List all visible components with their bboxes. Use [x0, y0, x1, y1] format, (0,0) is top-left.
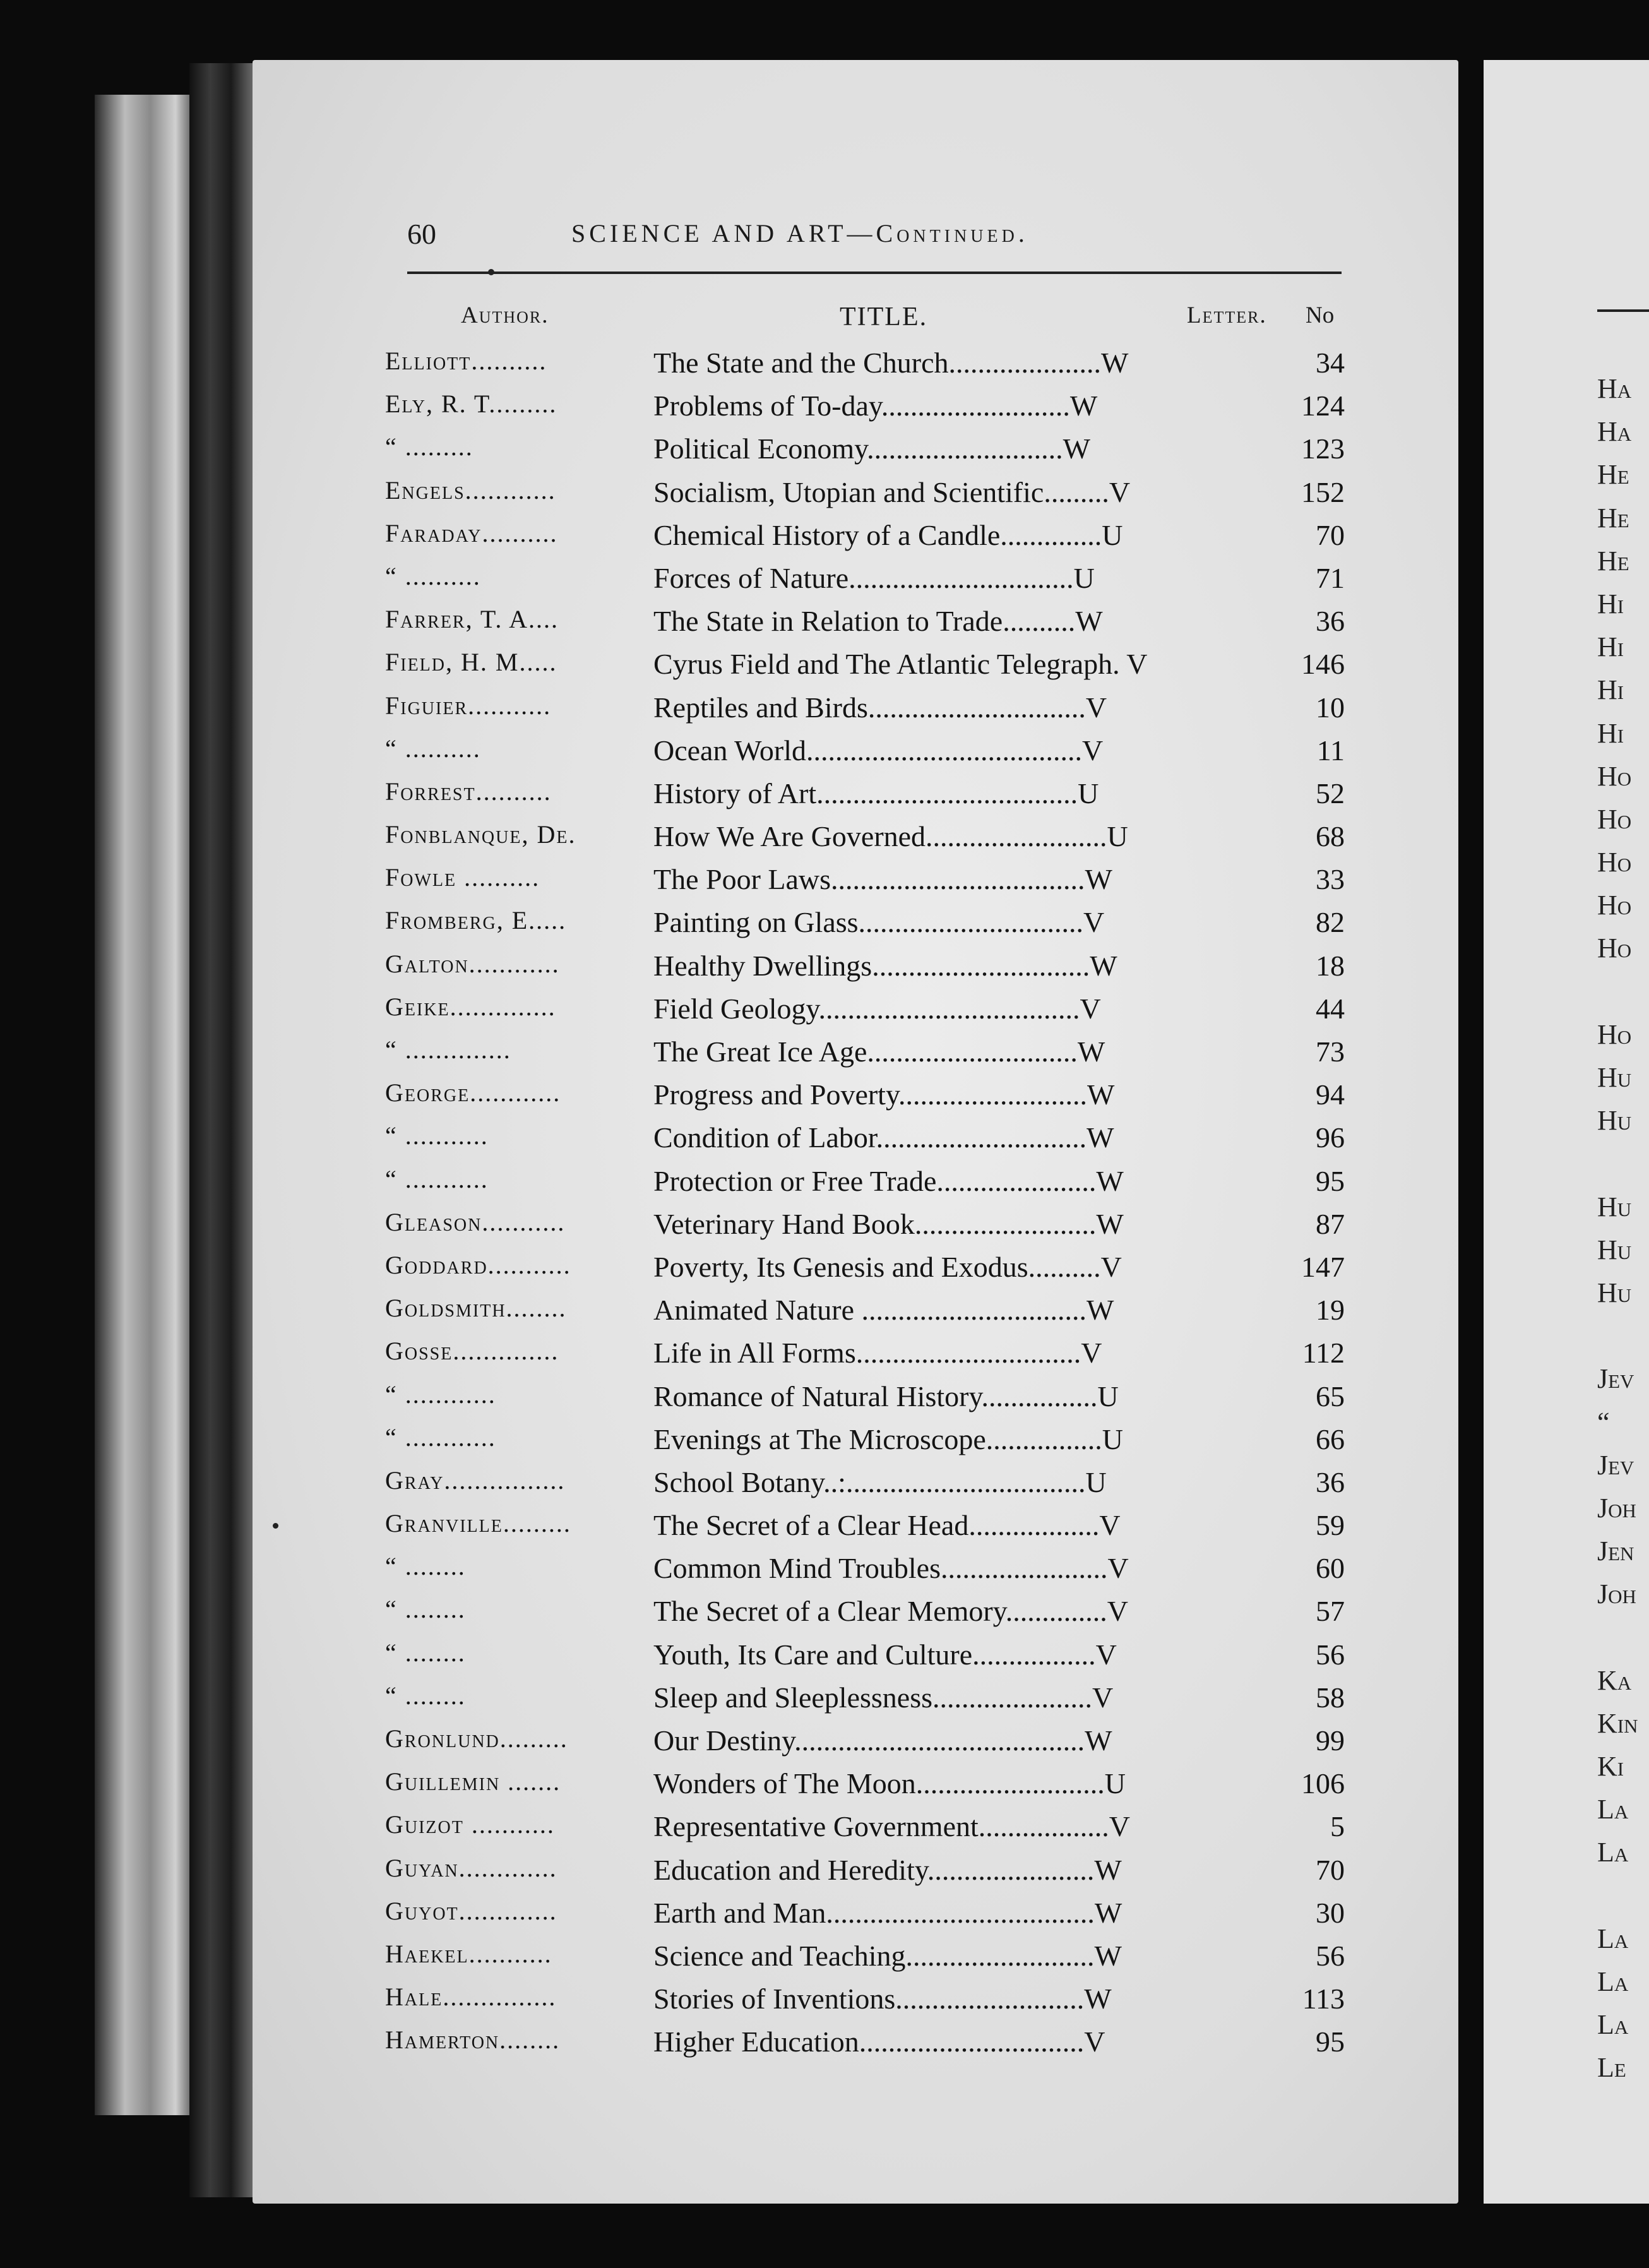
entry-number: 95 — [1316, 1164, 1345, 1197]
entry-number: 60 — [1316, 1552, 1345, 1585]
entry-title: Evenings at The Microscope................U — [653, 1423, 1123, 1455]
catalog-entry — [385, 905, 1345, 948]
entry-author: “ ........... — [385, 1121, 489, 1150]
entry-title: Progress and Poverty..........................W — [653, 1078, 1115, 1111]
entry-number: 36 — [1316, 605, 1345, 638]
entry-number: 56 — [1316, 1939, 1345, 1972]
catalog-entry — [385, 647, 1345, 690]
entry-title: The State in Relation to Trade..........W — [653, 605, 1103, 638]
entry-title: The Great Ice Age.............................W — [653, 1036, 1105, 1068]
entry-number: 5 — [1330, 1810, 1345, 1843]
entry-title: Earth and Man.....................................W — [653, 1896, 1122, 1929]
entry-number: 18 — [1316, 949, 1345, 982]
entry-author: Faraday.......... — [385, 518, 558, 547]
entry-title: Sleep and Sleeplessness......................V — [653, 1681, 1114, 1714]
catalog-entry — [385, 1939, 1345, 1982]
entry-number: 56 — [1316, 1638, 1345, 1671]
facing-page-fragment: Ki — [1597, 1751, 1624, 1782]
catalog-entry — [385, 518, 1345, 561]
book-fore-edge — [95, 95, 196, 2115]
entry-author: “ ........ — [385, 1638, 466, 1667]
entry-number: 65 — [1316, 1380, 1345, 1412]
facing-page-fragment: Ho — [1597, 933, 1632, 964]
facing-page-fragment: Jev — [1597, 1449, 1634, 1481]
facing-page-fragment: La — [1597, 1966, 1629, 1997]
catalog-entry — [385, 862, 1345, 905]
entry-title: Political Economy...........................W — [653, 433, 1091, 465]
catalog-entry — [385, 1164, 1345, 1207]
facing-page-fragment: Ho — [1597, 1018, 1632, 1050]
entry-title: Our Destiny........................................W — [653, 1724, 1112, 1757]
entry-author: Goddard........... — [385, 1250, 571, 1279]
facing-page-fragment — [1597, 1621, 1649, 1664]
facing-page-fragment: Ho — [1597, 890, 1632, 921]
catalog-entry — [385, 691, 1345, 734]
entry-number: 112 — [1302, 1337, 1345, 1370]
entry-author: Hamerton........ — [385, 2026, 561, 2055]
entry-author: “ ........ — [385, 1552, 466, 1581]
entry-author: Fonblanque, De. — [385, 820, 576, 849]
catalog-entry — [385, 604, 1345, 647]
entry-author: Field, H. M..... — [385, 648, 557, 677]
facing-page-fragment: He — [1597, 545, 1629, 576]
entry-title: Representative Government..................V — [653, 1810, 1130, 1843]
entry-author: Elliott.......... — [385, 347, 547, 375]
page-number: 60 — [407, 218, 436, 250]
facing-page-fragment: Hu — [1597, 1191, 1632, 1222]
catalog-entry — [385, 992, 1345, 1035]
entry-title: Forces of Nature...............................U — [653, 561, 1095, 594]
entry-title: The Secret of a Clear Memory..............V — [653, 1595, 1128, 1628]
facing-page-fragment — [1597, 1880, 1649, 1923]
running-title: SCIENCE AND ART—Continued. — [571, 219, 1028, 248]
catalog-entry — [385, 1551, 1345, 1594]
facing-page-fragment: Ho — [1597, 803, 1632, 835]
column-header-no: No — [1306, 302, 1335, 328]
entry-number: 33 — [1316, 863, 1345, 896]
catalog-entry — [385, 346, 1345, 389]
entry-title: The State and the Church.....................W — [653, 347, 1129, 379]
entry-number: 68 — [1316, 820, 1345, 853]
column-header-letter: Letter. — [1187, 302, 1267, 328]
entry-title: Life in All Forms...............................V — [653, 1337, 1102, 1370]
facing-page-fragment: Hu — [1597, 1062, 1632, 1093]
entry-author: Galton............ — [385, 949, 560, 978]
entry-author: Ely, R. T......... — [385, 390, 557, 419]
entry-author: “ ......... — [385, 433, 473, 462]
catalog-entry — [385, 389, 1345, 432]
entry-title: Romance of Natural History................U — [653, 1380, 1119, 1412]
book-gutter — [189, 63, 259, 2197]
facing-page-fragment: Ka — [1597, 1664, 1632, 1696]
entry-author: Engels............ — [385, 475, 556, 504]
facing-page-fragment: Ho — [1597, 847, 1632, 878]
entry-number: 147 — [1301, 1250, 1345, 1283]
entry-number: 95 — [1316, 2026, 1345, 2058]
catalog-entry — [385, 1681, 1345, 1724]
entry-title: Reptiles and Birds..............................V — [653, 691, 1107, 724]
entry-number: 123 — [1301, 433, 1345, 465]
entry-number: 36 — [1316, 1465, 1345, 1498]
facing-page-fragment: “ — [1597, 1406, 1610, 1438]
margin-mark — [273, 1523, 278, 1529]
entry-number: 94 — [1316, 1078, 1345, 1111]
catalog-entry — [385, 1380, 1345, 1423]
catalog-entry — [385, 561, 1345, 604]
rule-ornament — [488, 269, 494, 275]
facing-page-fragment: La — [1597, 1794, 1629, 1825]
catalog-entry — [385, 1724, 1345, 1767]
facing-page-fragment: La — [1597, 2009, 1629, 2041]
entry-title: Education and Heredity.......................W — [653, 1853, 1122, 1886]
entry-author: Haekel........... — [385, 1939, 552, 1968]
entry-title: Youth, Its Care and Culture.................V — [653, 1638, 1117, 1671]
entry-number: 73 — [1316, 1036, 1345, 1068]
facing-page-fragment: He — [1597, 459, 1629, 491]
entry-title: Animated Nature ...............................W — [653, 1294, 1114, 1327]
entry-title: Cyrus Field and The Atlantic Telegraph. V — [653, 648, 1148, 681]
entry-title: The Poor Laws...................................W — [653, 863, 1112, 896]
facing-page-fragment: La — [1597, 1837, 1629, 1868]
catalog-entry — [385, 734, 1345, 777]
entry-number: 59 — [1316, 1509, 1345, 1542]
facing-page-fragment: Ha — [1597, 373, 1632, 404]
facing-page-fragment: Hu — [1597, 1234, 1632, 1265]
entry-title: School Botany..:.................................U — [653, 1465, 1107, 1498]
column-header-title: TITLE. — [840, 302, 928, 331]
facing-page-fragment: Hi — [1597, 588, 1624, 619]
catalog-entry — [385, 1594, 1345, 1637]
catalog-entry — [385, 1810, 1345, 1853]
entry-author: “ ........... — [385, 1164, 489, 1193]
entry-title: Socialism, Utopian and Scientific.........V — [653, 475, 1131, 508]
facing-page-fragment — [1597, 1320, 1649, 1363]
catalog-entry — [385, 949, 1345, 992]
catalog-entry — [385, 1767, 1345, 1810]
facing-page-fragment: Joh — [1597, 1492, 1636, 1524]
entry-author: Gosse.............. — [385, 1337, 559, 1366]
entry-title: Healthy Dwellings..............................W — [653, 949, 1117, 982]
facing-page-fragment — [1597, 1147, 1649, 1190]
entry-number: 82 — [1316, 906, 1345, 939]
catalog-entry — [385, 1035, 1345, 1078]
entry-author: Forrest.......... — [385, 777, 552, 806]
entry-title: Higher Education...............................V — [653, 2026, 1105, 2058]
catalog-entry — [385, 1293, 1345, 1336]
facing-page-fragment: Ha — [1597, 416, 1632, 448]
entry-author: Figuier........... — [385, 691, 552, 720]
entry-author: “ ............ — [385, 1380, 496, 1409]
entry-title: Common Mind Troubles.......................V — [653, 1552, 1129, 1585]
entry-author: Hale............... — [385, 1983, 557, 2012]
entry-number: 152 — [1301, 475, 1345, 508]
entry-author: Guizot ........... — [385, 1810, 555, 1839]
entry-number: 10 — [1316, 691, 1345, 724]
facing-page-rule — [1597, 309, 1649, 312]
catalog-list — [385, 346, 1345, 2068]
entry-title: Protection or Free Trade......................W — [653, 1164, 1124, 1197]
catalog-entry — [385, 1250, 1345, 1293]
catalog-entry — [385, 777, 1345, 820]
entry-title: Poverty, Its Genesis and Exodus..........V — [653, 1250, 1122, 1283]
entry-title: Wonders of The Moon..........................U — [653, 1767, 1126, 1800]
entry-title: How We Are Governed.........................U — [653, 820, 1128, 853]
catalog-entry — [385, 1853, 1345, 1896]
entry-title: Stories of Inventions..........................W — [653, 1983, 1112, 2015]
catalog-entry — [385, 1465, 1345, 1508]
catalog-entry — [385, 1896, 1345, 1939]
entry-title: Chemical History of a Candle..............U — [653, 518, 1123, 551]
facing-page-column — [1597, 373, 1649, 2095]
entry-title: Ocean World......................................V — [653, 734, 1104, 767]
entry-author: Granville......... — [385, 1509, 571, 1538]
entry-author: Guillemin ....... — [385, 1767, 561, 1796]
facing-page-fragment: Joh — [1597, 1579, 1636, 1610]
facing-page-fragment: He — [1597, 502, 1629, 534]
entry-author: “ .............. — [385, 1036, 511, 1064]
header-rule — [407, 272, 1342, 274]
entry-number: 66 — [1316, 1423, 1345, 1455]
entry-number: 70 — [1316, 518, 1345, 551]
entry-number: 96 — [1316, 1121, 1345, 1154]
entry-author: “ ........ — [385, 1595, 466, 1624]
entry-number: 58 — [1316, 1681, 1345, 1714]
entry-number: 34 — [1316, 347, 1345, 379]
catalog-entry — [385, 1078, 1345, 1121]
facing-page-fragment: Jev — [1597, 1363, 1634, 1395]
entry-number: 124 — [1301, 390, 1345, 422]
facing-page-fragment: Le — [1597, 2052, 1626, 2084]
entry-number: 99 — [1316, 1724, 1345, 1757]
catalog-entry — [385, 1638, 1345, 1681]
entry-title: History of Art....................................U — [653, 777, 1099, 809]
catalog-entry — [385, 1121, 1345, 1164]
entry-number: 113 — [1302, 1983, 1345, 2015]
entry-number: 44 — [1316, 992, 1345, 1025]
entry-author: George............ — [385, 1078, 561, 1107]
facing-page-fragment — [1597, 976, 1649, 1018]
entry-number: 71 — [1316, 561, 1345, 594]
facing-page-fragment: Hu — [1597, 1277, 1632, 1308]
entry-author: “ ........ — [385, 1681, 466, 1710]
catalog-entry — [385, 820, 1345, 862]
catalog-entry — [385, 1207, 1345, 1250]
entry-author: Farrer, T. A.... — [385, 605, 559, 634]
catalog-entry — [385, 1508, 1345, 1551]
facing-page-fragment: Ho — [1597, 760, 1632, 792]
entry-number: 87 — [1316, 1207, 1345, 1240]
facing-page-fragment: Kin — [1597, 1707, 1638, 1739]
entry-number: 106 — [1301, 1767, 1345, 1800]
catalog-entry — [385, 1336, 1345, 1379]
entry-number: 57 — [1316, 1595, 1345, 1628]
entry-number: 30 — [1316, 1896, 1345, 1929]
catalog-entry — [385, 2025, 1345, 2068]
entry-author: Fromberg, E..... — [385, 906, 567, 935]
entry-author: Gleason........... — [385, 1207, 566, 1236]
catalog-entry — [385, 1423, 1345, 1465]
entry-author: Guyot............. — [385, 1896, 557, 1925]
entry-title: Problems of To-day..........................W — [653, 390, 1098, 422]
entry-author: Gray................ — [385, 1465, 566, 1495]
entry-title: Veterinary Hand Book.........................W — [653, 1207, 1124, 1240]
entry-author: Fowle .......... — [385, 863, 540, 892]
entry-author: “ .......... — [385, 561, 481, 590]
entry-title: Painting on Glass...............................V — [653, 906, 1105, 939]
entry-number: 70 — [1316, 1853, 1345, 1886]
entry-number: 11 — [1316, 734, 1345, 767]
entry-author: Geike.............. — [385, 992, 556, 1021]
entry-title: Science and Teaching..........................W — [653, 1939, 1122, 1972]
facing-page-fragment: Hu — [1597, 1105, 1632, 1137]
facing-page-fragment: Hi — [1597, 717, 1624, 749]
entry-number: 52 — [1316, 777, 1345, 809]
running-head — [407, 215, 1193, 265]
entry-number: 19 — [1316, 1294, 1345, 1327]
entry-title: Condition of Labor.............................W — [653, 1121, 1114, 1154]
facing-page-fragment: La — [1597, 1923, 1629, 1954]
entry-author: “ .......... — [385, 734, 481, 763]
entry-number: 146 — [1301, 648, 1345, 681]
entry-author: Guyan............. — [385, 1853, 557, 1882]
catalog-entry — [385, 432, 1345, 475]
facing-page-fragment: Hi — [1597, 674, 1624, 706]
entry-author: Goldsmith........ — [385, 1294, 567, 1323]
entry-author: “ ............ — [385, 1423, 496, 1452]
facing-page-fragment: Jen — [1597, 1536, 1634, 1567]
catalog-entry — [385, 1982, 1345, 2025]
entry-author: Gronlund......... — [385, 1724, 568, 1753]
catalog-entry — [385, 475, 1345, 518]
column-header-author: Author. — [461, 302, 549, 328]
entry-title: Field Geology....................................V — [653, 992, 1101, 1025]
facing-page-fragment: Hi — [1597, 631, 1624, 663]
entry-title: The Secret of a Clear Head..................V — [653, 1509, 1121, 1542]
